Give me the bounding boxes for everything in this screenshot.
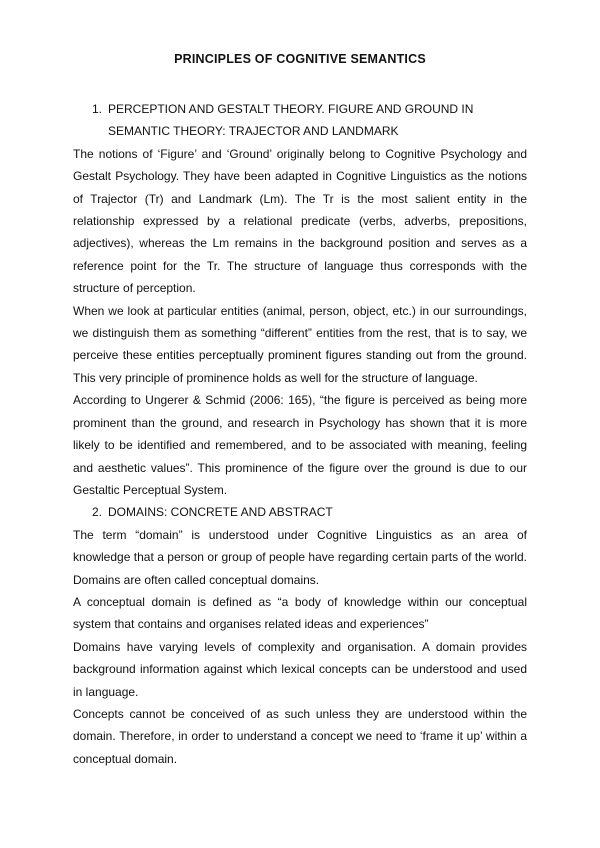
section-2-paragraph-3: Domains have varying levels of complexity and organisation. A domain provides background information against which lexical concepts can be understood and used in language. bbox=[73, 639, 527, 699]
section-2-heading-text: DOMAINS: CONCRETE AND ABSTRACT bbox=[108, 505, 333, 520]
document-body bbox=[73, 98, 527, 770]
section-1-paragraph-2: When we look at particular entities (animal, person, object, etc.) in our surroundings, we distinguish them as something “different” entities from the rest, that is to say, we perceive these entities perceptually prominent figures standing out from the ground. This very principle of prominence holds as well for the structure of language. bbox=[73, 303, 527, 385]
section-2-number: 2. bbox=[92, 505, 103, 520]
section-1-number: 1. bbox=[92, 102, 103, 116]
section-2-paragraph-4: Concepts cannot be conceived of as such unless they are understood within the domain. Therefore, in order to understand a concept we need to ‘frame it up’ within a conceptual domain. bbox=[73, 706, 527, 766]
section-1-paragraph-1: The notions of ‘Figure’ and ‘Ground’ originally belong to Cognitive Psychology and Gestalt Psychology. They have been adapted in Cognitive Linguistics as the notions of Trajector (Tr) and Landmark (Lm). The Tr is the most salient entity in the relationship expressed by a relational predicate (verbs, adverbs, prepositions, adjectives), whereas the Lm remains in the background position and serves as a reference point for the Tr. The structure of language thus corresponds with the structure of perception. bbox=[73, 146, 527, 296]
section-1-heading-text bbox=[108, 98, 473, 143]
section-1-heading-line2: SEMANTIC THEORY: TRAJECTOR AND LANDMARK bbox=[108, 124, 399, 139]
section-1-heading bbox=[73, 98, 527, 143]
section-1-heading-line1: PERCEPTION AND GESTALT THEORY. FIGURE AND GROUND IN bbox=[108, 102, 474, 116]
section-1-paragraph-3: According to Ungerer & Schmid (2006: 165), “the figure is perceived as being more prominent than the ground, and research in Psychology has shown that it is more likely to be identified and remembered, and to be associated with meaning, feeling and aesthetic values”. This prominence of the figure over the ground is due to our Gestaltic Perceptual System. bbox=[73, 393, 527, 497]
document-title: PRINCIPLES OF COGNITIVE SEMANTICS bbox=[174, 52, 426, 66]
section-2-paragraph-2: A conceptual domain is defined as “a body of knowledge within our conceptual system that contains and organises related ideas and experiences” bbox=[73, 594, 527, 632]
section-2-heading bbox=[73, 501, 527, 523]
section-2-paragraph-1: The term “domain” is understood under Cognitive Linguistics as an area of knowledge that a person or group of people have regarding certain parts of the world. Domains are often called conceptual domains. bbox=[73, 527, 527, 587]
